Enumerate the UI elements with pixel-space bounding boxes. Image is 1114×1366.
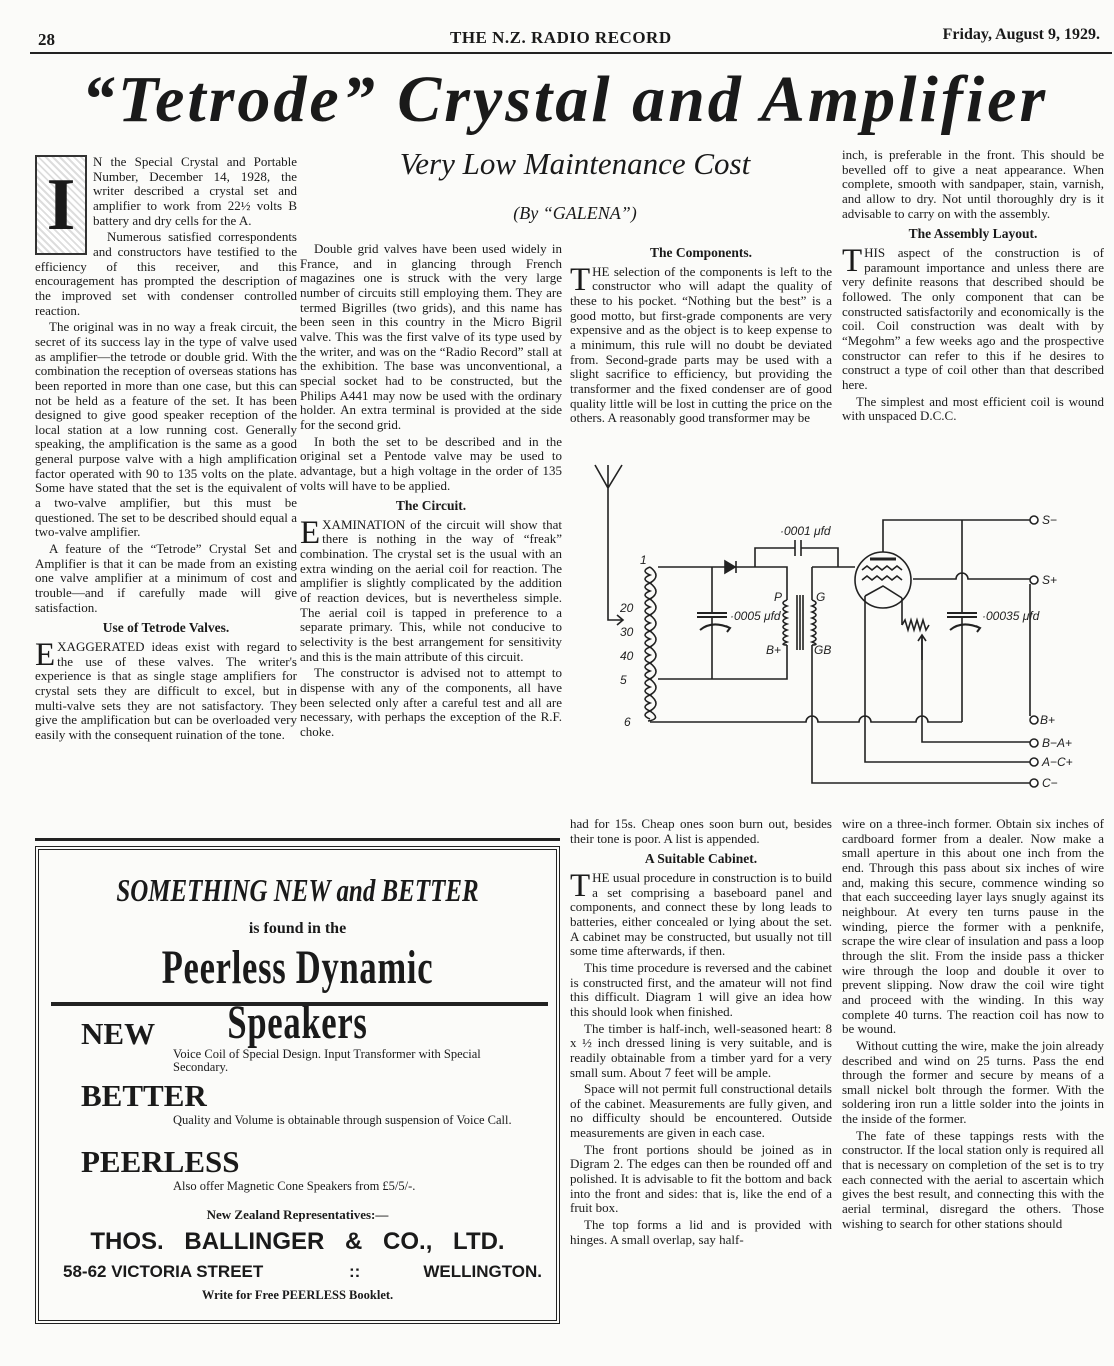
transformer-label-gb: GB [814, 643, 832, 657]
paragraph [570, 261, 832, 426]
paragraph [570, 817, 832, 846]
terminal-label: B−A+ [1042, 736, 1073, 750]
publication-name: THE N.Z. RADIO RECORD [450, 28, 672, 47]
paragraph [300, 666, 562, 739]
terminal-label: A−C+ [1042, 755, 1073, 769]
initial-letter: E [35, 637, 56, 673]
crystal-detector-icon [725, 561, 736, 573]
paragraph [570, 1082, 832, 1141]
section-heading [35, 621, 297, 636]
initial-letter: T [570, 261, 591, 298]
paragraph-text: The Circuit. [395, 498, 467, 514]
ad-brand: Peerless Dynamic Speakers [161, 941, 434, 1049]
ad-street: 58-62 VICTORIA STREET [63, 1262, 264, 1281]
section-heading [300, 499, 562, 514]
paragraph [570, 1022, 832, 1081]
aerial-icon [595, 465, 623, 625]
valve-icon [855, 552, 911, 608]
reaction-condenser-icon [947, 613, 980, 632]
paragraph [35, 542, 297, 615]
paragraph-text: HIS aspect of the construction is of paramount importance and unless there are very definite reasons that described should be followed. The only component that can be constructed satisfactorily and economically is the coil. Coil construction was dealt with by “Megohm” a few weeks ago and the prospective constructor can refer to this if he desires to construct a type of coil other than that described here. [842, 244, 1104, 392]
paragraph [842, 148, 1104, 221]
ad-company: THOS. BALLINGER & CO., LTD. [90, 1228, 505, 1255]
aerial-coil [645, 567, 656, 721]
page-number: 28 [38, 30, 55, 49]
paragraph-text: HE usual procedure in construction is to build a set comprising a baseboard panel and components, and connect these by long leads to batteries, either concealed or lying about the set. A cabinet may be constructed, but usually not till some time afterwards, if then. [570, 869, 832, 959]
paragraph-text: Use of Tetrode Valves. [102, 620, 230, 636]
paragraph [842, 395, 1104, 424]
issue-date: Friday, August 9, 1929. [942, 26, 1100, 43]
initial-letter: T [842, 242, 863, 279]
ad-point-desc: Voice Coil of Special Design. Input Transformer with Special Secondary. [173, 1047, 481, 1074]
ad-separator: :: [349, 1262, 361, 1281]
paragraph-text: XAMINATION of the circuit will show that there is nothing in the way of “freak” combination. The crystal set is the usual with an extra winding on the aerial coil for reaction. The amplifier is slightly complicated by the addition of reaction devices, but is nevertheless simple. The aerial coil is tapped in preference to a separate primary. This, while not conducive to selectivity is the best arrangement for sensitivity and this is the main attribute of this circuit. [300, 516, 562, 664]
rheostat-icon [902, 620, 929, 660]
paragraph-text: A feature of the “Tetrode” Crystal Set and Amplifier is that it can be made from an existing one valve amplifier at a minimum of cost and trouble—and if carefully made will give satisfaction. [35, 541, 297, 615]
tap-label: 30 [620, 625, 634, 639]
paragraph-text: XAGGERATED ideas exist with regard to the use of these valves. The writer's experience is that as single stage amplifiers for crystal sets they are difficult to excel, but in multi-valve sets they are not satisfactory. They give the amplification but can be overloaded very easily with the consequent ruination of the tone. [35, 639, 297, 742]
tap-label: 6 [624, 715, 631, 729]
header-rule [30, 52, 1112, 54]
paragraph [842, 242, 1104, 393]
ad-representatives: New Zealand Representatives:— [206, 1207, 389, 1222]
terminals [1030, 516, 1038, 787]
paragraph [300, 514, 562, 665]
paragraph [35, 320, 297, 540]
ad-point-desc: Also offer Magnetic Cone Speakers from £5/5/-. [173, 1179, 416, 1193]
ad-call-to-action: Write for Free PEERLESS Booklet. [201, 1288, 394, 1302]
paragraph-text: Without cutting the wire, make the join already described and wind on 25 turns. Pass the end through the former and secure by means of a small nickel bolt through the former. With the soldering iron run a little solder into the joints in the inside of the former. [842, 1037, 1104, 1127]
tuning-condenser-icon [697, 613, 730, 632]
paragraph-text: Space will not permit full constructional details of the cabinet. Measurements are fully given, and no difficulty should be encountered. Outside measurements are given in each case. [570, 1081, 832, 1141]
paragraph [842, 1129, 1104, 1232]
paragraph [570, 1218, 832, 1247]
cap-label-00035: ·00035 μfd [982, 609, 1040, 623]
article-subtitle: Very Low Maintenance Cost [399, 146, 751, 181]
terminal-label: S− [1042, 513, 1058, 527]
transformer-icon [783, 595, 816, 650]
paragraph-text: In both the set to be described and in the original set a Pentode valve may be used to advantage, but a high voltage in the order of 135 volts will have to be applied. [300, 433, 562, 493]
ad-point-better: BETTER [81, 1078, 207, 1113]
paragraph-text: The Assembly Layout. [908, 226, 1038, 242]
paragraph-text: Double grid valves have been used widely in France, and in glancing through French magazines one is struck with the very large number of circuits still employing them. They are termed Bigrilles (two grids), and this name has been seen in this country in the Micro Bigril valve. This was the first valve of its type used by the writer, and was on the “Radio Record” stall at the exhibition. The base was unconventional, a special socket had to be constructed, but the Philips A441 may now be used with the ordinary holder. An extra terminal is provided at the side for the second grid. [300, 241, 562, 432]
ad-headline: SOMETHING NEW and BETTER [116, 872, 479, 908]
terminal-label: B+ [1040, 713, 1056, 727]
section-heading [842, 227, 1104, 242]
paragraph [35, 637, 297, 743]
column-rule [35, 838, 560, 841]
transformer-label-bplus: B+ [766, 643, 782, 657]
ad-point-desc: Quality and Volume is obtainable through suspension of Voice Call. [173, 1113, 512, 1127]
paragraph [842, 1039, 1104, 1127]
paragraph-text: A Suitable Cabinet. [644, 851, 758, 867]
peerless-advertisement [35, 846, 560, 1324]
paragraph-text: The Components. [649, 245, 752, 260]
decorative-drop-cap: I [35, 155, 87, 255]
ad-point-peerless: PEERLESS [81, 1144, 240, 1179]
tap-label: 20 [620, 601, 634, 615]
paragraph-text: The original was in no way a freak circuit, the secret of its success lay in the type of valve used as amplifier—the tetrode or double grid. With the combination the reception of overseas stations has been reported in more than one case, but this can not be held as a feature of the set. It has been designed to give good speaker reception of the local station at a low running cost. Generally speaking, the amplification is the same as a good general purpose valve with a high amplification factor operated with 90 to 135 volts on the plate. Some have stated that the set is the equivalent of a two-valve amplifier, but this must be questioned. The set to be described should equal a two-valve amplifier. [35, 319, 297, 540]
initial-letter: T [570, 867, 591, 904]
paragraph-text: wire on a three-inch former. Obtain six inches of cardboard former from a dealer. Now make a small aperture in this about one inch from the end. Through this pass about six inches of wire and, making this secure, commence winding so that each succeeding layer lays snugly against its neighbour. At every ten turns pause in the winding, pierce the former with a penknife, scrape the wire clear of insulation and pass a loop through the slit. From the inside pass a thicker wire through the loop and double it over to prevent slipping. Now draw the coil wire tight and proceed with the winding. In this way complete 40 turns. The reaction coil has now to be wound. [842, 816, 1104, 1037]
column-4-bottom [842, 817, 1104, 1233]
byline: (By “GALENA”) [513, 203, 637, 223]
article-title: “Tetrode” Crystal and Amplifier [81, 63, 1049, 136]
column-1 [35, 155, 297, 745]
section-heading [570, 246, 832, 261]
paragraph [570, 1143, 832, 1216]
paragraph [570, 867, 832, 959]
transformer-label-g: G [816, 590, 826, 604]
paragraph [300, 242, 562, 433]
initial-letter: E [300, 514, 321, 551]
paragraph [300, 435, 562, 494]
column-4-top [842, 148, 1104, 426]
circuit-diagram [580, 460, 1100, 800]
paragraph-text: Numerous satisfied correspondents and constructors have testified to the efficiency of this receiver, and this encouragement has prompted the description of the improved set with condenser controlled reaction. [35, 229, 297, 318]
fixed-condenser-icon [795, 540, 801, 556]
column-3-bottom [570, 817, 832, 1249]
paragraph [570, 961, 832, 1020]
terminal-label: C− [1042, 776, 1058, 790]
paragraph-text: had for 15s. Cheap ones soon burn out, besides their tone is poor. A list is appended. [570, 816, 832, 846]
column-2 [300, 242, 562, 742]
column-3-top [570, 240, 832, 428]
paragraph-text: The constructor is advised not to attempt to dispense with any of the components, all have been selected only after a careful test and all are necessary, with perhaps the exception of the R.F. choke. [300, 665, 562, 739]
ad-found-text: is found in the [248, 920, 347, 937]
paragraph [842, 817, 1104, 1037]
ad-point-new: NEW [81, 1016, 156, 1051]
cap-label-0005: ·0005 μfd [730, 609, 781, 623]
tap-label: 40 [620, 649, 634, 663]
paragraph-text: The front portions should be joined as in Digram 2. The edges can then be rounded off and polished. It is advisable to fit the bottom and back into the front and sides: that is, like the end of a fruit box. [570, 1141, 832, 1216]
transformer-label-p: P [774, 590, 783, 604]
terminal-label: S+ [1042, 573, 1058, 587]
paragraph-text: The fate of these tappings rests with the constructor. If the local station only is required all that is necessary on completion of the set is to try each connected with the aerial to ascertain which gives the best result, and connecting this with the aerial terminal, disregard the others. Those wishing to search for other stations should [842, 1127, 1104, 1231]
cap-label-0001: ·0001 μfd [780, 524, 831, 538]
paragraph-text: N the Special Crystal and Portable Number, December 14, 1928, the writer described a crystal set and amplifier to work from 22½ volts B battery and dry cells for the A. [93, 154, 297, 228]
paragraph-text: This time procedure is reversed and the cabinet is constructed first, and the amateur will not find this difficult. Diagram 1 will give an idea how this should look when finished. [570, 959, 832, 1019]
paragraph-text: inch, is preferable in the front. This should be bevelled off to give a neat appearance. When complete, smooth with sandpaper, stain, varnish, and allow to dry. Not until thoroughly dry is it advisable to carry on with the assembly. [842, 147, 1104, 221]
paragraph-text: The top forms a lid and is provided with hinges. A small overlap, say half- [570, 1217, 832, 1247]
tap-label: 1 [640, 553, 647, 567]
paragraph-text: The timber is half-inch, well-seasoned heart: 8 x ½ inch dressed lining is very suitable, and is readily obtainable from a timber yard for a very small sum. About 7 feet will be ample. [570, 1020, 832, 1080]
ad-city: WELLINGTON. [423, 1262, 542, 1281]
ad-rule [51, 1002, 548, 1006]
paragraph-text: The simplest and most efficient coil is wound with unspaced D.C.C. [842, 393, 1104, 424]
paragraph-text: HE selection of the components is left to the constructor who will adapt the quality of these to his pocket. “Nothing but the best” is a good motto, but first-grade components are very expensive and as the object is to keep expense to a minimum, this rule will no doubt be deviated from. Second-grade parts may be used with a slight sacrifice to efficiency, but providing the transformer and the fixed condenser are of good quality little will be lost in cutting the price on the others. A reasonably good transformer may be [570, 263, 832, 426]
section-heading [570, 852, 832, 867]
wires [650, 520, 1030, 783]
tap-label: 5 [620, 673, 627, 687]
